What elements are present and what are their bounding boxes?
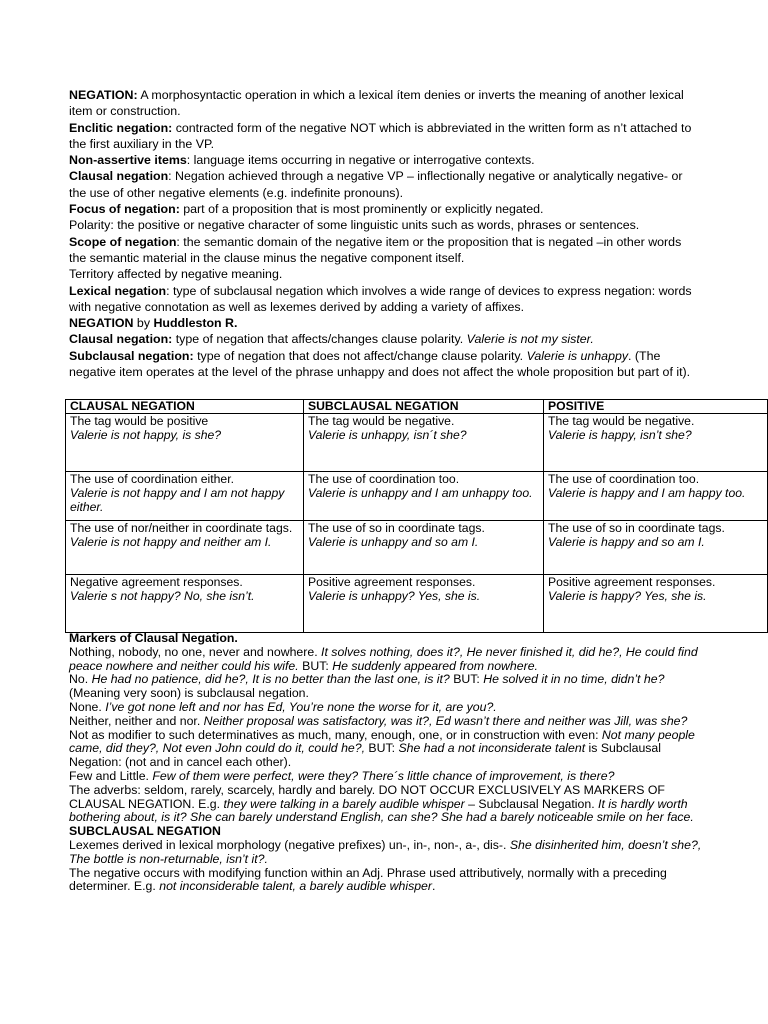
markers-section [69,632,709,894]
huddleston-clausal [69,331,699,347]
example: Few of them were perfect, were they? There´s little chance of improvement, is there? [152,768,615,783]
example: Valerie is not my sister. [466,332,594,347]
example: He solved it in no time, didn’t he? [483,672,665,687]
term: Scope of negation [69,234,177,249]
term: Focus of negation: [69,202,180,217]
table-cell [66,472,304,521]
definition-text: : Negation achieved through a negative VP – inflectionally negative or analytically negative- or the use of other negative elements (e.g. indefinite pronouns). [69,169,683,200]
paragraph [69,784,709,825]
example: not inconsiderable talent, a barely audible whisper [159,879,432,894]
definition [69,234,699,267]
paragraph [69,867,709,895]
heading-part: by [133,316,154,331]
text: is Subclausal Negation: (not and in cancel each other). [69,741,661,770]
cell-text: The use of so in coordinate tags. [308,521,485,535]
text: . [432,879,436,894]
table-row [66,521,768,575]
paragraph [69,715,709,729]
huddleston-subclausal [69,348,699,381]
definition-text: contracted form of the negative NOT which is abbreviated in the written form as n’t attached to the first auxiliary in the VP. [69,120,692,151]
definition [69,283,699,316]
text: Nothing, nobody, no one, never and nowhere. [69,644,322,659]
paragraph [69,729,709,770]
cell-example: Valerie is not happy and I am not happy either. [70,486,285,514]
table-cell [304,521,544,575]
table-cell [544,472,768,521]
table-header-row [66,400,768,414]
definition [69,87,699,120]
definition [69,152,699,168]
table-row [66,472,768,521]
term: NEGATION: [69,88,138,102]
cell-example: Valerie is not happy, is she? [70,428,222,442]
definition-text: type of negation that does not affect/change clause polarity. [193,348,527,363]
example: I’ve got none left and nor has Ed, You’re none the worse for it, are you?. [105,699,497,714]
example: Not many people came, did they?, Not even John could do it, could he?, [69,727,695,756]
term: Clausal negation [69,169,169,184]
table-cell [304,414,544,472]
example: It solves nothing, does it?, He never finished it, did he?, He could find peace nowhere and neither could his wife. [69,644,698,673]
section-heading: Markers of Clausal Negation. [69,631,238,645]
huddleston-heading [69,315,699,331]
term: Enclitic negation: [69,120,173,135]
cell-example: Valerie is unhappy, isn´t she? [308,428,467,442]
cell-text: The use of nor/neither in coordinate tags. [70,521,293,535]
text: (Meaning very soon) is subclausal negation. [69,686,309,701]
term: Clausal negation: [69,332,173,347]
text: None. [69,699,106,714]
term: Non-assertive items [69,153,187,168]
column-header: CLAUSAL NEGATION [66,400,304,414]
example: She disinherited him, doesn’t she?, The bottle is non-returnable, isn’t it?. [69,837,702,866]
comparison-table [65,399,768,633]
definition [69,266,699,282]
cell-text: The tag would be negative. [308,414,455,428]
column-header: POSITIVE [544,400,768,414]
text: BUT: [298,658,333,673]
cell-text: The tag would be positive [70,414,209,428]
section-heading: SUBCLAUSAL NEGATION [69,824,221,839]
example: Valerie is unhappy [526,348,629,363]
table-cell [66,414,304,472]
example: Neither proposal was satisfactory, was it?, Ed wasn’t there and neither was Jill, was she? [203,713,688,728]
cell-example: Valerie is happy? Yes, she is. [548,589,707,603]
definition-text: type of negation that affects/changes clause polarity. [172,332,467,347]
definition [69,120,699,153]
column-header: SUBCLAUSAL NEGATION [304,400,544,414]
text: The negative occurs with modifying function within an Adj. Phrase used attributively, normally with a preceding determiner. E.g. [69,865,667,894]
cell-example: Valerie is unhappy and so am I. [308,535,479,549]
definition-text: : the semantic domain of the negative item or the proposition that is negated –in other words the semantic material in the clause minus the negative component itself. [69,234,682,265]
definition-text: : language items occurring in negative or interrogative contexts. [186,153,535,168]
definition-text: A morphosyntactic operation in which a lexical ítem denies or inverts the meaning of another lexical item or construction. [69,88,684,119]
cell-text: Positive agreement responses. [308,575,476,589]
text: – Subclausal Negation. [464,796,599,811]
table-row [66,414,768,472]
definition-text: Territory affected by negative meaning. [69,267,283,282]
definition-text: part of a proposition that is most prominently or explicitly negated. [179,202,544,217]
definition [69,201,699,217]
example: He had no patience, did he?, It is no better than the last one, is it? [91,672,450,687]
cell-text: The use of so in coordinate tags. [548,521,725,535]
table-row [66,575,768,633]
heading-part: Huddleston R. [153,316,238,331]
text: Few and Little. [69,768,153,783]
term: Lexical negation [69,283,167,298]
text: Lexemes derived in lexical morphology (negative prefixes) un-, in-, non-, a-, dis-. [69,837,510,852]
cell-example: Valerie is happy and I am happy too. [548,486,746,500]
definitions-section [69,87,699,380]
example: they were talking in a barely audible whisper [223,796,465,811]
cell-text: The use of coordination too. [308,472,460,486]
cell-text: The tag would be negative. [548,414,695,428]
text: Not as modifier to such determinatives as much, many, enough, one, or in construction with even: [69,727,602,742]
cell-text: Positive agreement responses. [548,575,716,589]
text: BUT: [365,741,399,756]
paragraph [69,701,709,715]
definition-text: : type of subclausal negation which involves a wide range of devices to express negation: words with negative connotation as well as lexemes derived by adding a variety of affixes. [69,283,692,314]
example: She had a not inconsiderate talent [398,741,586,756]
example: It is hardly worth bothering about, is it? She can barely understand English, can she? She had a barely noticeable smile on her face. [69,796,694,825]
cell-text: Negative agreement responses. [70,575,243,589]
definition [69,217,699,233]
cell-text: The use of coordination too. [548,472,700,486]
table-cell [304,472,544,521]
table-cell [544,414,768,472]
heading-part: NEGATION [69,316,134,331]
table-cell [544,575,768,633]
cell-example: Valerie is unhappy? Yes, she is. [308,589,481,603]
cell-example: Valerie s not happy? No, she isn’t. [70,589,255,603]
table-cell [544,521,768,575]
text: BUT: [449,672,484,687]
paragraph [69,770,709,784]
definition-text: Polarity: the positive or negative character of some linguistic units such as words, phrases or sentences. [69,218,640,233]
cell-example: Valerie is not happy and neither am I. [70,535,272,549]
definition-text: . (The negative item operates at the level of the phrase unhappy and does not affect the whole proposition but part of it). [69,348,691,380]
table-cell [66,521,304,575]
text: No. [69,672,92,687]
cell-example: Valerie is happy, isn’t she? [548,428,692,442]
definition [69,168,699,201]
text: The adverbs: seldom, rarely, scarcely, hardly and barely. DO NOT OCCUR EXCLUSIVELY AS MARKERS OF CLAUSAL NEGATION. E.g. [69,782,665,811]
term: Subclausal negation: [69,348,194,363]
paragraph [69,646,709,674]
example: He suddenly appeared from nowhere. [332,658,538,673]
cell-example: Valerie is happy and so am I. [548,535,705,549]
table-cell [304,575,544,633]
paragraph [69,839,709,867]
cell-example: Valerie is unhappy and I am unhappy too. [308,486,533,500]
paragraph [69,673,709,701]
text: Neither, neither and nor. [69,713,204,728]
cell-text: The use of coordination either. [70,472,234,486]
table-cell [66,575,304,633]
